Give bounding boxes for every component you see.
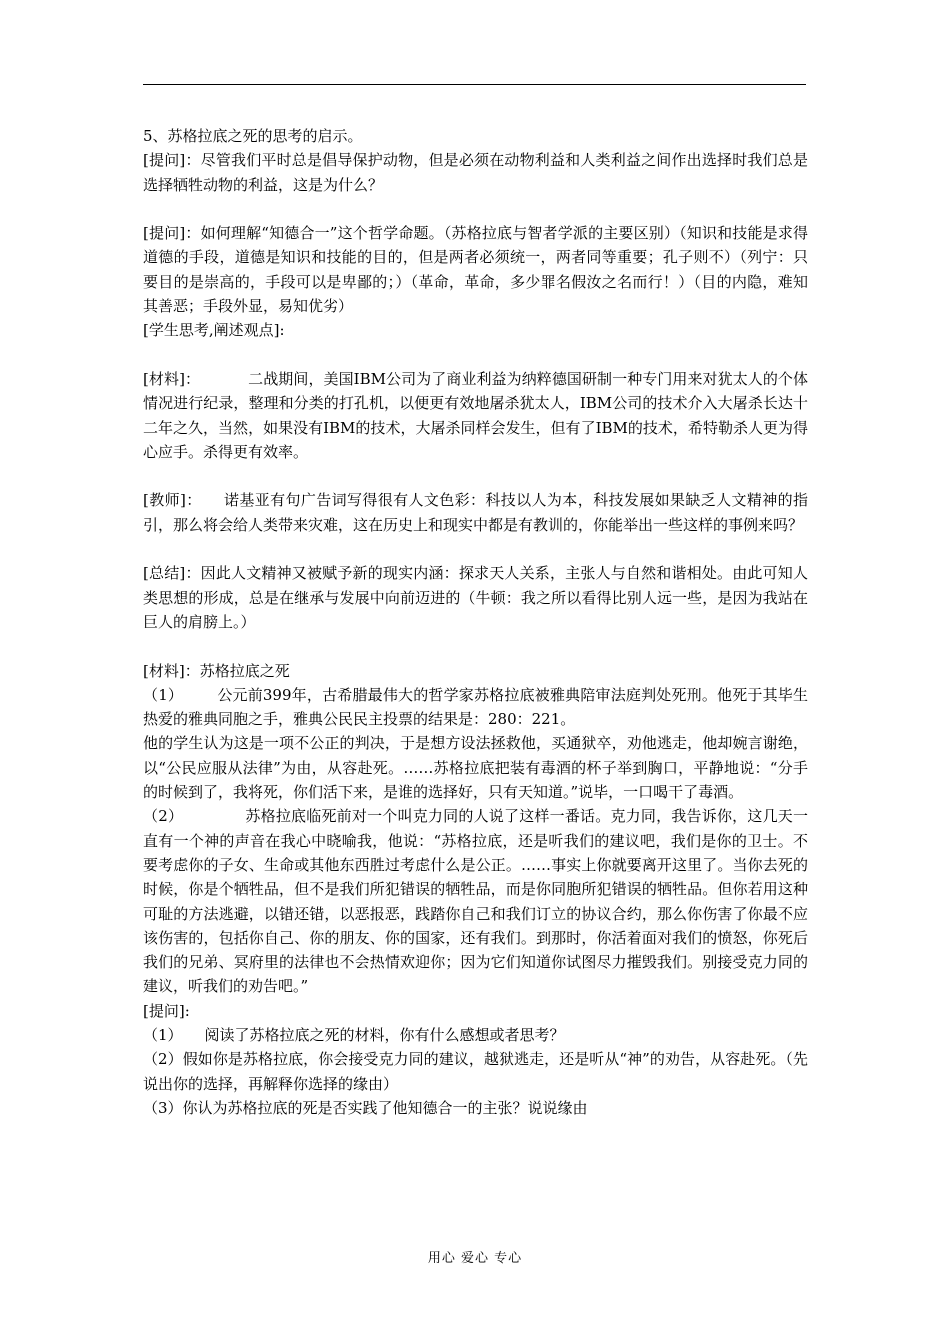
question-1-text: 阅读了苏格拉底之死的材料，你有什么感想或者思考？ [204,1025,565,1044]
blank-line [143,197,808,221]
paragraph-material-socrates: [材料]：苏格拉底之死 [143,661,290,680]
question-3: （3）你认为苏格拉底的死是否实践了他知德合一的主张？说说缘由 [143,1098,588,1117]
paragraph-item-1 [143,683,808,732]
paragraph-students: 他的学生认为这是一项不公正的判决，于是想方设法拯救他，买通狱卒，劝他逃走，他却婉言谢绝，以“公民应服从法律”为由，从容赴死。……苏格拉底把装有毒酒的杯子举到胸口，平静地说：“分手的时候到了，我将死，你们活下来，是谁的选择好，只有天知道。”说毕，一口喝干了毒酒。 [143,734,808,802]
page-footer: 用心 爱心 专心 [427,1251,523,1266]
blank-line [143,343,808,367]
paragraph-question-knowledge-virtue: [提问]：如何理解“知德合一”这个哲学命题。（苏格拉底与智者学派的主要区别）（知识和技能是求得道德的手段，道德是知识和技能的目的，但是两者必须统一，两者同等重要；孔子则不）（列宁：只要目的是崇高的，手段可以是卑鄙的；）（革命，革命，多少罪名假汝之名而行！）（目的内隐，难知其善恶；手段外显，易知优劣） [143,224,808,316]
item-2-label: （2） [143,807,184,826]
item-1-text: 公元前399年，古希腊最伟大的哲学家苏格拉底被雅典陪审法庭判处死刑。他死于其毕生热爱的雅典同胞之手，雅典公民民主投票的结果是：280：221。 [143,685,809,729]
paragraph-item-2 [143,804,808,998]
paragraph-student-thinking: [学生思考,阐述观点]: [143,321,285,340]
item-2-text: 苏格拉底临死前对一个叫克力同的人说了这样一番话。克力同，我告诉你，这几天一直有一个神的声音在我心中晓喻我，他说：“苏格拉底，还是听我们的建议吧，我们是你的卫士。不要考虑你的子女、生命或其他东西胜过考虑什么是公正。……事实上你就要离开这里了。当你去死的时候，你是个牺牲品，但不是我们所犯错误的牺牲品，而是你同胞所犯错误的牺牲品。但你若用这种可耻的方法逃避，以错还错，以恶报恶，践踏你自己和我们订立的协议合约，那么你伤害了你最不应该伤害的，包括你自己、你的朋友、你的国家，还有我们。到那时，你活着面对我们的愤怒，你死后我们的兄弟、冥府里的法律也不会热情欢迎你；因为它们知道你试图尽力摧毁我们。别接受克力同的建议，听我们的劝告吧。” [143,807,808,996]
teacher-label: [教师]： [143,491,202,510]
document-body [143,124,808,1120]
question-1 [143,1023,808,1047]
blank-line [143,464,808,488]
paragraph-question-label: [提问]: [143,1001,190,1020]
paragraph-teacher-nokia [143,488,808,537]
section-heading: 5、苏格拉底之死的思考的启示。 [143,127,363,145]
blank-line [143,634,808,658]
question-2: （2）假如你是苏格拉底，你会接受克力同的建议，越狱逃走，还是听从“神”的劝告，从容赴死。（先说出你的选择，再解释你选择的缘由） [143,1050,808,1093]
header-rule [143,84,806,85]
blank-line [143,537,808,561]
item-1-label: （1） [143,685,184,704]
teacher-text: 诺基亚有句广告词写得很有人文色彩：科技以人为本，科技发展如果缺乏人文精神的指引，那么将会给人类带来灾难，这在历史上和现实中都是有教训的，你能举出一些这样的事例来吗？ [143,491,808,534]
paragraph-material-ibm [143,367,808,464]
paragraph-question-animals: [提问]：尽管我们平时总是倡导保护动物，但是必须在动物利益和人类利益之间作出选择时我们总是选择牺牲动物的利益，这是为什么？ [143,151,808,194]
material-text: 二战期间，美国IBM公司为了商业利益为纳粹德国研制一种专门用来对犹太人的个体情况进行纪录，整理和分类的打孔机，以便更有效地屠杀犹太人，IBM公司的技术介入大屠杀长达十二年之久，当然，如果没有IBM的技术，大屠杀同样会发生，但有了IBM的技术，希特勒杀人更为得心应手。杀得更有效率。 [143,369,808,461]
paragraph-summary: [总结]：因此人文精神又被赋予新的现实内涵：探求天人关系，主张人与自然和谐相处。由此可知人类思想的形成，总是在继承与发展中向前迈进的（牛顿：我之所以看得比别人远一些，是因为我站在巨人的肩膀上。） [143,564,808,631]
question-1-label: （1） [143,1025,183,1044]
material-label: [材料]： [143,369,201,388]
